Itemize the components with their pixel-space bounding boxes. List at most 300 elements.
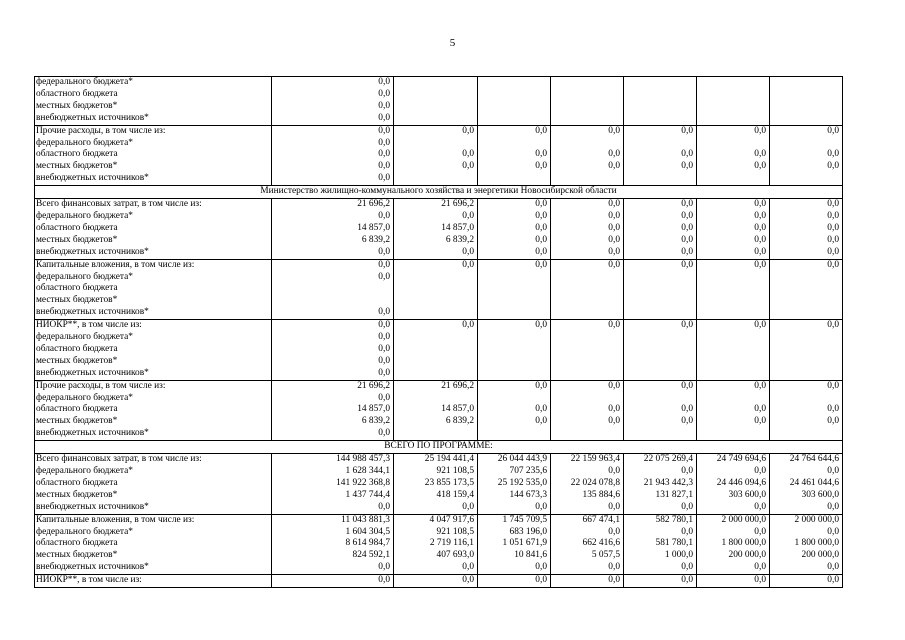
row-label: областного бюджета: [35, 223, 272, 235]
row-label: Прочие расходы, в том числе из:: [35, 380, 272, 392]
value-cell: [697, 113, 770, 125]
value-cell: [624, 344, 697, 356]
value-cell: 6 839,2: [394, 235, 478, 247]
value-cell: 0,0: [272, 113, 394, 125]
table-row: [35, 404, 843, 416]
table-row: [35, 478, 843, 490]
value-cell: 2 000 000,0: [770, 514, 843, 526]
value-cell: 0,0: [624, 235, 697, 247]
row-label: внебюджетных источников*: [35, 428, 272, 440]
value-cell: 0,0: [272, 393, 394, 405]
value-cell: [624, 283, 697, 295]
value-cell: 0,0: [478, 161, 551, 173]
value-cell: [770, 113, 843, 125]
value-cell: [478, 283, 551, 295]
value-cell: [624, 332, 697, 344]
value-cell: [478, 307, 551, 319]
value-cell: 407 693,0: [394, 550, 478, 562]
value-cell: 1 628 344,1: [272, 466, 394, 478]
value-cell: 11 043 881,3: [272, 514, 394, 526]
value-cell: 0,0: [394, 562, 478, 574]
table-row: [35, 295, 843, 307]
row-label: местных бюджетов*: [35, 490, 272, 502]
value-cell: 0,0: [551, 259, 624, 271]
value-cell: 0,0: [272, 344, 394, 356]
value-cell: 0,0: [624, 211, 697, 223]
value-cell: 0,0: [272, 89, 394, 101]
value-cell: [394, 344, 478, 356]
value-cell: [551, 272, 624, 284]
value-cell: 0,0: [770, 223, 843, 235]
table-row: [35, 223, 843, 235]
value-cell: [551, 113, 624, 125]
row-label: местных бюджетов*: [35, 550, 272, 562]
value-cell: 0,0: [272, 149, 394, 161]
row-label: федерального бюджета*: [35, 527, 272, 539]
value-cell: 683 196,0: [478, 527, 551, 539]
value-cell: [697, 283, 770, 295]
value-cell: 22 024 078,8: [551, 478, 624, 490]
value-cell: [394, 295, 478, 307]
value-cell: [697, 138, 770, 150]
section-header: Министерство жилищно-коммунального хозяйства и энергетики Новосибирской области: [35, 186, 843, 199]
value-cell: [394, 356, 478, 368]
row-label: внебюджетных источников*: [35, 502, 272, 514]
value-cell: 0,0: [551, 502, 624, 514]
table-row: [35, 550, 843, 562]
value-cell: 0,0: [697, 247, 770, 259]
page-number: 5: [449, 37, 456, 49]
value-cell: [770, 101, 843, 113]
value-cell: 0,0: [624, 380, 697, 392]
value-cell: 0,0: [551, 466, 624, 478]
value-cell: [624, 295, 697, 307]
row-label: областного бюджета: [35, 478, 272, 490]
table-row: [35, 307, 843, 319]
budget-table-body: [35, 77, 843, 588]
value-cell: [697, 89, 770, 101]
value-cell: 0,0: [697, 575, 770, 588]
table-row: [35, 368, 843, 380]
value-cell: [478, 393, 551, 405]
table-row: [35, 527, 843, 539]
value-cell: 0,0: [770, 466, 843, 478]
value-cell: [697, 101, 770, 113]
value-cell: 0,0: [551, 199, 624, 211]
value-cell: 0,0: [272, 125, 394, 137]
value-cell: [478, 344, 551, 356]
value-cell: 0,0: [478, 404, 551, 416]
value-cell: 0,0: [697, 466, 770, 478]
value-cell: 200 000,0: [697, 550, 770, 562]
value-cell: [551, 368, 624, 380]
value-cell: 0,0: [624, 466, 697, 478]
value-cell: [697, 344, 770, 356]
value-cell: 0,0: [770, 502, 843, 514]
value-cell: [624, 356, 697, 368]
value-cell: 24 461 044,6: [770, 478, 843, 490]
value-cell: [770, 173, 843, 185]
value-cell: 0,0: [624, 562, 697, 574]
value-cell: 0,0: [272, 77, 394, 89]
table-row: [35, 173, 843, 185]
value-cell: 0,0: [394, 502, 478, 514]
value-cell: [624, 272, 697, 284]
value-cell: 1 800 000,0: [770, 538, 843, 550]
value-cell: 0,0: [551, 416, 624, 428]
value-cell: [551, 332, 624, 344]
row-label: внебюджетных источников*: [35, 562, 272, 574]
table-row: [35, 562, 843, 574]
value-cell: 0,0: [551, 380, 624, 392]
value-cell: [624, 77, 697, 89]
value-cell: 0,0: [624, 575, 697, 588]
value-cell: 4 047 917,6: [394, 514, 478, 526]
value-cell: [624, 428, 697, 440]
value-cell: 0,0: [551, 247, 624, 259]
value-cell: 0,0: [697, 259, 770, 271]
value-cell: 0,0: [624, 247, 697, 259]
table-row: [35, 259, 843, 271]
value-cell: [478, 173, 551, 185]
value-cell: 0,0: [272, 161, 394, 173]
value-cell: 135 884,6: [551, 490, 624, 502]
table-row: [35, 514, 843, 526]
value-cell: [624, 368, 697, 380]
row-label: внебюджетных источников*: [35, 247, 272, 259]
value-cell: [551, 393, 624, 405]
value-cell: 8 614 984,7: [272, 538, 394, 550]
table-row: [35, 393, 843, 405]
value-cell: 0,0: [697, 235, 770, 247]
row-label: областного бюджета: [35, 283, 272, 295]
row-label: Прочие расходы, в том числе из:: [35, 125, 272, 137]
value-cell: [394, 272, 478, 284]
value-cell: [478, 272, 551, 284]
value-cell: 0,0: [272, 173, 394, 185]
value-cell: 0,0: [624, 199, 697, 211]
row-label: федерального бюджета*: [35, 138, 272, 150]
value-cell: 0,0: [394, 161, 478, 173]
value-cell: 303 600,0: [697, 490, 770, 502]
value-cell: 0,0: [272, 247, 394, 259]
value-cell: [394, 89, 478, 101]
value-cell: [551, 101, 624, 113]
value-cell: 21 696,2: [394, 199, 478, 211]
value-cell: 21 696,2: [272, 380, 394, 392]
table-row: [35, 89, 843, 101]
row-label: местных бюджетов*: [35, 356, 272, 368]
value-cell: 0,0: [551, 575, 624, 588]
value-cell: 2 000 000,0: [697, 514, 770, 526]
value-cell: 0,0: [624, 223, 697, 235]
row-label: НИОКР**, в том числе из:: [35, 320, 272, 332]
value-cell: 0,0: [478, 259, 551, 271]
value-cell: [394, 428, 478, 440]
value-cell: [770, 272, 843, 284]
value-cell: [697, 173, 770, 185]
value-cell: [478, 89, 551, 101]
value-cell: 1 604 304,5: [272, 527, 394, 539]
value-cell: 0,0: [697, 527, 770, 539]
value-cell: 144 988 457,3: [272, 454, 394, 466]
value-cell: [697, 428, 770, 440]
value-cell: [551, 428, 624, 440]
value-cell: 0,0: [478, 416, 551, 428]
value-cell: 303 600,0: [770, 490, 843, 502]
value-cell: [394, 113, 478, 125]
row-label: местных бюджетов*: [35, 235, 272, 247]
value-cell: 0,0: [770, 125, 843, 137]
row-label: федерального бюджета*: [35, 393, 272, 405]
value-cell: 1 745 709,5: [478, 514, 551, 526]
value-cell: 0,0: [394, 211, 478, 223]
value-cell: 25 192 535,0: [478, 478, 551, 490]
value-cell: [478, 356, 551, 368]
value-cell: [770, 356, 843, 368]
value-cell: 0,0: [551, 235, 624, 247]
budget-table: [34, 76, 843, 588]
value-cell: [394, 307, 478, 319]
value-cell: [478, 295, 551, 307]
value-cell: 0,0: [478, 320, 551, 332]
value-cell: 0,0: [624, 416, 697, 428]
value-cell: 0,0: [394, 149, 478, 161]
value-cell: [624, 307, 697, 319]
value-cell: [770, 332, 843, 344]
row-label: областного бюджета: [35, 538, 272, 550]
row-label: внебюджетных источников*: [35, 173, 272, 185]
value-cell: [394, 173, 478, 185]
row-label: местных бюджетов*: [35, 161, 272, 173]
value-cell: [478, 332, 551, 344]
row-label: федерального бюджета*: [35, 466, 272, 478]
value-cell: 0,0: [478, 235, 551, 247]
value-cell: 418 159,4: [394, 490, 478, 502]
value-cell: [551, 344, 624, 356]
value-cell: [551, 138, 624, 150]
value-cell: 0,0: [478, 502, 551, 514]
value-cell: 0,0: [770, 149, 843, 161]
value-cell: [697, 307, 770, 319]
value-cell: 0,0: [551, 149, 624, 161]
value-cell: [394, 138, 478, 150]
value-cell: 0,0: [272, 332, 394, 344]
value-cell: 14 857,0: [394, 404, 478, 416]
value-cell: 0,0: [478, 211, 551, 223]
row-label: Капитальные вложения, в том числе из:: [35, 514, 272, 526]
value-cell: 24 764 644,6: [770, 454, 843, 466]
value-cell: 6 839,2: [272, 235, 394, 247]
table-row: [35, 101, 843, 113]
table-row: [35, 454, 843, 466]
value-cell: [624, 113, 697, 125]
value-cell: 21 696,2: [394, 380, 478, 392]
value-cell: 0,0: [697, 149, 770, 161]
row-label: внебюджетных источников*: [35, 307, 272, 319]
value-cell: 0,0: [624, 161, 697, 173]
section-header-row: [35, 186, 843, 199]
value-cell: 0,0: [478, 380, 551, 392]
value-cell: 10 841,6: [478, 550, 551, 562]
value-cell: 0,0: [551, 404, 624, 416]
table-row: [35, 247, 843, 259]
value-cell: [624, 89, 697, 101]
value-cell: 0,0: [551, 527, 624, 539]
value-cell: 26 044 443,9: [478, 454, 551, 466]
row-label: федерального бюджета*: [35, 77, 272, 89]
value-cell: 0,0: [624, 320, 697, 332]
value-cell: 0,0: [272, 211, 394, 223]
value-cell: 0,0: [551, 320, 624, 332]
value-cell: 921 108,5: [394, 527, 478, 539]
value-cell: 0,0: [394, 575, 478, 588]
value-cell: 0,0: [478, 149, 551, 161]
value-cell: 667 474,1: [551, 514, 624, 526]
value-cell: 6 839,2: [394, 416, 478, 428]
value-cell: 5 057,5: [551, 550, 624, 562]
value-cell: 0,0: [551, 223, 624, 235]
row-label: внебюджетных источников*: [35, 368, 272, 380]
row-label: местных бюджетов*: [35, 101, 272, 113]
value-cell: 0,0: [770, 235, 843, 247]
value-cell: 0,0: [478, 575, 551, 588]
value-cell: [624, 173, 697, 185]
value-cell: 144 673,3: [478, 490, 551, 502]
row-label: внебюджетных источников*: [35, 113, 272, 125]
value-cell: 0,0: [697, 211, 770, 223]
value-cell: 0,0: [624, 502, 697, 514]
value-cell: 0,0: [551, 211, 624, 223]
value-cell: 0,0: [697, 502, 770, 514]
value-cell: 0,0: [770, 416, 843, 428]
value-cell: 0,0: [770, 247, 843, 259]
row-label: местных бюджетов*: [35, 416, 272, 428]
row-label: Всего финансовых затрат, в том числе из:: [35, 199, 272, 211]
table-row: [35, 283, 843, 295]
value-cell: [478, 113, 551, 125]
value-cell: 0,0: [272, 101, 394, 113]
value-cell: 131 827,1: [624, 490, 697, 502]
value-cell: 0,0: [770, 320, 843, 332]
value-cell: [697, 332, 770, 344]
value-cell: 0,0: [272, 272, 394, 284]
value-cell: 0,0: [697, 199, 770, 211]
value-cell: 0,0: [697, 161, 770, 173]
value-cell: 0,0: [697, 125, 770, 137]
value-cell: [770, 428, 843, 440]
value-cell: 23 855 173,5: [394, 478, 478, 490]
value-cell: [697, 368, 770, 380]
value-cell: 582 780,1: [624, 514, 697, 526]
value-cell: 662 416,6: [551, 538, 624, 550]
table-row: [35, 416, 843, 428]
table-row: [35, 428, 843, 440]
value-cell: 0,0: [272, 562, 394, 574]
section-header-row: [35, 441, 843, 454]
value-cell: 0,0: [624, 404, 697, 416]
value-cell: [272, 295, 394, 307]
value-cell: 0,0: [551, 125, 624, 137]
value-cell: [394, 101, 478, 113]
table-row: [35, 199, 843, 211]
value-cell: 0,0: [770, 199, 843, 211]
value-cell: 0,0: [697, 380, 770, 392]
value-cell: [697, 77, 770, 89]
value-cell: [770, 368, 843, 380]
value-cell: 1 437 744,4: [272, 490, 394, 502]
value-cell: 1 800 000,0: [697, 538, 770, 550]
value-cell: 25 194 441,4: [394, 454, 478, 466]
value-cell: 921 108,5: [394, 466, 478, 478]
value-cell: [770, 77, 843, 89]
value-cell: 0,0: [697, 416, 770, 428]
table-row: [35, 113, 843, 125]
value-cell: [697, 393, 770, 405]
value-cell: 14 857,0: [394, 223, 478, 235]
row-label: областного бюджета: [35, 404, 272, 416]
value-cell: 0,0: [478, 562, 551, 574]
value-cell: 0,0: [770, 211, 843, 223]
value-cell: 0,0: [394, 125, 478, 137]
value-cell: 0,0: [394, 259, 478, 271]
table-row: [35, 490, 843, 502]
value-cell: [551, 173, 624, 185]
value-cell: 0,0: [272, 428, 394, 440]
value-cell: 200 000,0: [770, 550, 843, 562]
value-cell: 24 446 094,6: [697, 478, 770, 490]
value-cell: 0,0: [551, 161, 624, 173]
value-cell: [770, 295, 843, 307]
row-label: местных бюджетов*: [35, 295, 272, 307]
value-cell: 0,0: [770, 404, 843, 416]
value-cell: 22 159 963,4: [551, 454, 624, 466]
value-cell: [770, 283, 843, 295]
value-cell: [551, 307, 624, 319]
value-cell: [478, 77, 551, 89]
value-cell: [551, 77, 624, 89]
value-cell: 0,0: [697, 562, 770, 574]
value-cell: 24 749 694,6: [697, 454, 770, 466]
value-cell: 0,0: [272, 320, 394, 332]
table-row: [35, 272, 843, 284]
value-cell: 0,0: [272, 259, 394, 271]
row-label: федерального бюджета*: [35, 272, 272, 284]
value-cell: [770, 393, 843, 405]
value-cell: 0,0: [770, 259, 843, 271]
value-cell: 0,0: [770, 161, 843, 173]
table-row: [35, 77, 843, 89]
value-cell: 824 592,1: [272, 550, 394, 562]
value-cell: 0,0: [478, 223, 551, 235]
value-cell: 0,0: [624, 259, 697, 271]
value-cell: 0,0: [272, 138, 394, 150]
value-cell: 0,0: [272, 307, 394, 319]
value-cell: [478, 138, 551, 150]
value-cell: [394, 368, 478, 380]
value-cell: 0,0: [770, 562, 843, 574]
value-cell: [478, 368, 551, 380]
value-cell: 21 943 442,3: [624, 478, 697, 490]
value-cell: 707 235,6: [478, 466, 551, 478]
value-cell: 21 696,2: [272, 199, 394, 211]
table-row: [35, 466, 843, 478]
table-row: [35, 332, 843, 344]
value-cell: [551, 89, 624, 101]
table-row: [35, 575, 843, 588]
table-row: [35, 161, 843, 173]
value-cell: [394, 393, 478, 405]
